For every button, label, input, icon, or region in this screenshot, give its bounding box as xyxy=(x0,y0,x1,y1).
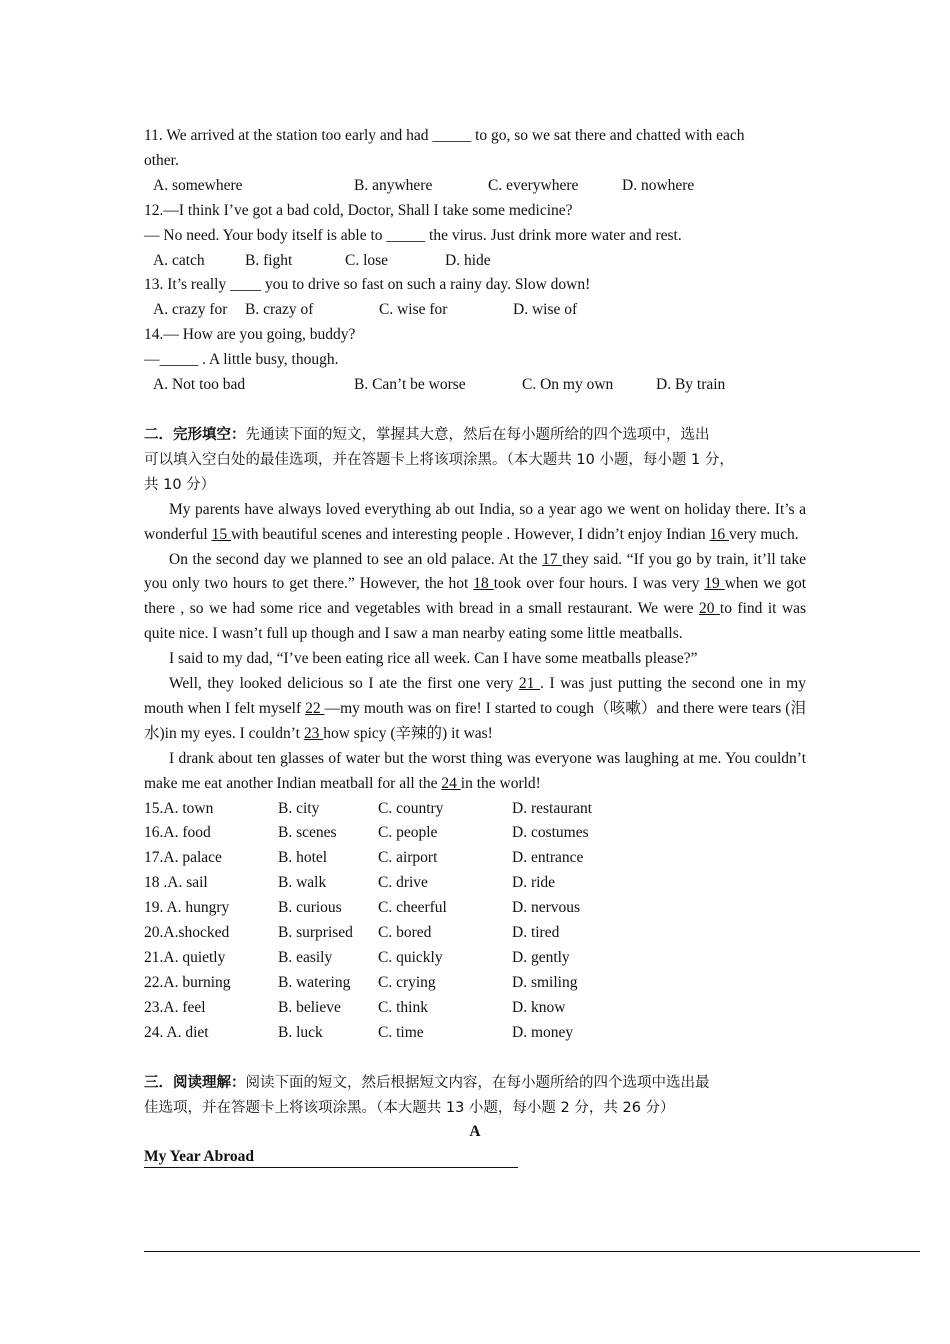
option: C. country xyxy=(378,799,444,817)
cloze-option-row xyxy=(144,871,806,896)
question-11 xyxy=(144,124,806,149)
option: B. anywhere xyxy=(354,176,433,194)
cloze-blank-20: 20 xyxy=(698,600,720,618)
option: B. walk xyxy=(278,874,327,892)
option: D. know xyxy=(512,998,566,1016)
passage-paragraph-1 xyxy=(144,498,806,548)
question-14-reply xyxy=(144,348,806,373)
option: 16.A. food xyxy=(144,824,211,842)
divider-line xyxy=(144,1251,920,1252)
passage-paragraph-5 xyxy=(144,747,806,797)
instruction-text: 共 10 分） xyxy=(144,476,216,493)
option: C. wise for xyxy=(379,301,448,319)
cloze-blank-18: 18 xyxy=(473,575,494,593)
passage-text: in the world! xyxy=(460,774,541,792)
option: D. entrance xyxy=(512,849,584,867)
options-13 xyxy=(144,298,806,323)
option: D. smiling xyxy=(512,973,578,991)
cloze-blank-22: 22 xyxy=(305,699,325,717)
cloze-option-row xyxy=(144,896,806,921)
instruction-text: 阅读下面的短文，然后根据短文内容，在每小题所给的四个选项中选出最 xyxy=(245,1074,710,1091)
option: 20.A.shocked xyxy=(144,924,230,942)
cloze-blank-19: 19 xyxy=(704,575,725,593)
option: D. By train xyxy=(656,376,726,394)
cloze-option-row xyxy=(144,971,806,996)
option: D. restaurant xyxy=(512,799,593,817)
options-12 xyxy=(144,249,806,274)
option: A. Not too bad xyxy=(153,376,246,394)
option: 22.A. burning xyxy=(144,973,231,991)
answer-blank: _____ xyxy=(386,226,426,244)
option: D. hide xyxy=(445,251,491,269)
question-text: the virus. Just drink more water and rest. xyxy=(425,226,682,244)
question-14: 14.— How are you going, buddy? xyxy=(144,326,356,344)
section-heading: 二．完形填空： xyxy=(144,426,246,443)
option: 19. A. hungry xyxy=(144,899,230,917)
question-text: 11. We arrived at the station too early and had xyxy=(144,127,433,144)
cloze-option-row xyxy=(144,946,806,971)
cloze-option-row xyxy=(144,846,806,871)
instruction-text: 佳选项，并在答题卡上将该项涂黑。（本大题共 13 小题，每小题 2 分，共 26 分） xyxy=(144,1099,675,1116)
instruction-text: 可以填入空白处的最佳选项，并在答题卡上将该项涂黑。（本大题共 10 小题，每小题 1 分， xyxy=(144,451,734,468)
option: A. somewhere xyxy=(153,176,243,194)
question-text: — No need. Your body itself is able to xyxy=(144,226,387,244)
option: C. On my own xyxy=(522,376,614,394)
option: C. bored xyxy=(378,924,432,942)
cloze-blank-23: 23 xyxy=(303,724,324,742)
option: C. everywhere xyxy=(488,176,579,194)
passage-text: took over four hours. I was very xyxy=(493,575,705,593)
option: B. hotel xyxy=(278,849,328,867)
instruction-text: 先通读下面的短文，掌握其大意，然后在每小题所给的四个选项中，选出 xyxy=(245,426,710,443)
passage-text: On the second day we planned to see an old palace. At the xyxy=(169,550,543,568)
answer-blank: _____ xyxy=(159,351,199,369)
option: D. wise of xyxy=(513,301,578,319)
option: D. gently xyxy=(512,949,570,966)
option: B. watering xyxy=(278,973,351,991)
option: 23.A. feel xyxy=(144,998,206,1016)
passage-text: . I was just putting the second one in my mouth when I felt myself xyxy=(144,675,806,717)
reading-title: My Year Abroad xyxy=(144,1147,518,1168)
cloze-option-row xyxy=(144,821,806,846)
option: A. catch xyxy=(153,251,205,269)
question-text: . A little busy, though. xyxy=(198,351,339,369)
spacer xyxy=(144,398,806,423)
spacer xyxy=(144,1046,806,1071)
option: B. city xyxy=(278,799,320,817)
cloze-option-row xyxy=(144,996,806,1021)
passage-text: with beautiful scenes and interesting people . However, I didn’t enjoy Indian xyxy=(230,525,710,543)
cloze-option-row xyxy=(144,921,806,946)
option: 24. A. diet xyxy=(144,1023,209,1041)
option: B. easily xyxy=(278,949,333,966)
cloze-blank-24: 24 xyxy=(441,774,461,792)
option: C. drive xyxy=(378,874,428,892)
section-heading: 三．阅读理解： xyxy=(144,1074,246,1091)
passage-paragraph-2 xyxy=(144,548,806,648)
answer-blank: ____ xyxy=(230,276,262,294)
option: C. quickly xyxy=(378,949,443,966)
passage-paragraph-4 xyxy=(144,672,806,747)
option: 21.A. quietly xyxy=(144,949,226,966)
cloze-options xyxy=(144,797,806,1046)
option: C. time xyxy=(378,1023,424,1041)
question-text: — xyxy=(144,351,160,369)
option: D. money xyxy=(512,1023,574,1041)
option: B. scenes xyxy=(278,824,337,842)
passage-text: very much. xyxy=(728,525,799,543)
option: B. surprised xyxy=(278,924,353,942)
option: D. nervous xyxy=(512,899,581,917)
option: B. Can’t be worse xyxy=(354,376,466,394)
option: 15.A. town xyxy=(144,799,214,817)
answer-blank: _____ xyxy=(432,127,472,144)
cloze-blank-16: 16 xyxy=(709,525,729,543)
passage-text: to find it was quite nice. I wasn’t full up though and I saw a man nearby eating some little meatballs. xyxy=(144,600,806,643)
passage-text: how spicy (辛辣的) it was! xyxy=(323,724,493,742)
cloze-option-row xyxy=(144,1021,806,1046)
option: C. lose xyxy=(345,251,389,269)
passage-text: My parents have always loved everything ab out India, so a year ago we went on holiday there. It’s a wonderful xyxy=(144,500,806,543)
section-3-instructions xyxy=(144,1071,806,1096)
option: B. believe xyxy=(278,998,341,1016)
option: D. costumes xyxy=(512,824,589,842)
section-2-instructions xyxy=(144,423,806,448)
reading-part-label: A xyxy=(469,1123,481,1141)
question-13 xyxy=(144,273,806,298)
passage-text: Well, they looked delicious so I ate the first one very xyxy=(169,675,519,693)
option: C. crying xyxy=(378,973,436,991)
cloze-blank-21: 21 xyxy=(518,675,540,693)
question-text: 13. It’s really xyxy=(144,276,231,294)
option: B. crazy of xyxy=(245,301,314,319)
question-text: to go, so we sat there and chatted with each xyxy=(471,127,745,144)
option: C. cheerful xyxy=(378,899,447,917)
option: D. ride xyxy=(512,874,556,892)
option: 17.A. palace xyxy=(144,849,222,867)
option: B. luck xyxy=(278,1023,323,1041)
question-text: you to drive so fast on such a rainy day. Slow down! xyxy=(261,276,591,294)
question-12: 12.—I think I’ve got a bad cold, Doctor, Shall I take some medicine? xyxy=(144,201,573,219)
option: D. nowhere xyxy=(622,176,695,194)
cloze-option-row xyxy=(144,797,806,822)
question-text: other. xyxy=(144,151,179,169)
option: 18 .A. sail xyxy=(144,874,208,892)
passage-text: when we got there , so we had some rice and vegetables with bread in a small restaurant. We were xyxy=(144,575,807,618)
option: B. fight xyxy=(245,251,293,269)
passage-text: —my mouth was on fire! I started to cough（咳嗽）and there were tears (泪水)in my eyes. I couldn’t xyxy=(144,699,806,742)
option: D. tired xyxy=(512,924,560,942)
cloze-blank-17: 17 xyxy=(542,550,563,568)
option: C. think xyxy=(378,998,428,1016)
exam-page xyxy=(144,124,806,1170)
options-11 xyxy=(144,174,806,199)
passage-text: I drank about ten glasses of water but the worst thing was everyone was laughing at me. You couldn’t make me eat another Indian meatball for all the xyxy=(144,749,806,792)
question-12-reply xyxy=(144,224,806,249)
option: A. crazy for xyxy=(153,301,228,319)
option: B. curious xyxy=(278,899,342,917)
option: C. airport xyxy=(378,849,438,867)
passage-text: they said. “If you go by train, it’ll take you only two hours to get there.” However, the hot xyxy=(144,550,807,593)
options-14 xyxy=(144,373,806,398)
cloze-blank-15: 15 xyxy=(211,525,231,543)
passage-paragraph-3: I said to my dad, “I’ve been eating rice all week. Can I have some meatballs please?” xyxy=(169,650,698,668)
option: C. people xyxy=(378,824,438,842)
